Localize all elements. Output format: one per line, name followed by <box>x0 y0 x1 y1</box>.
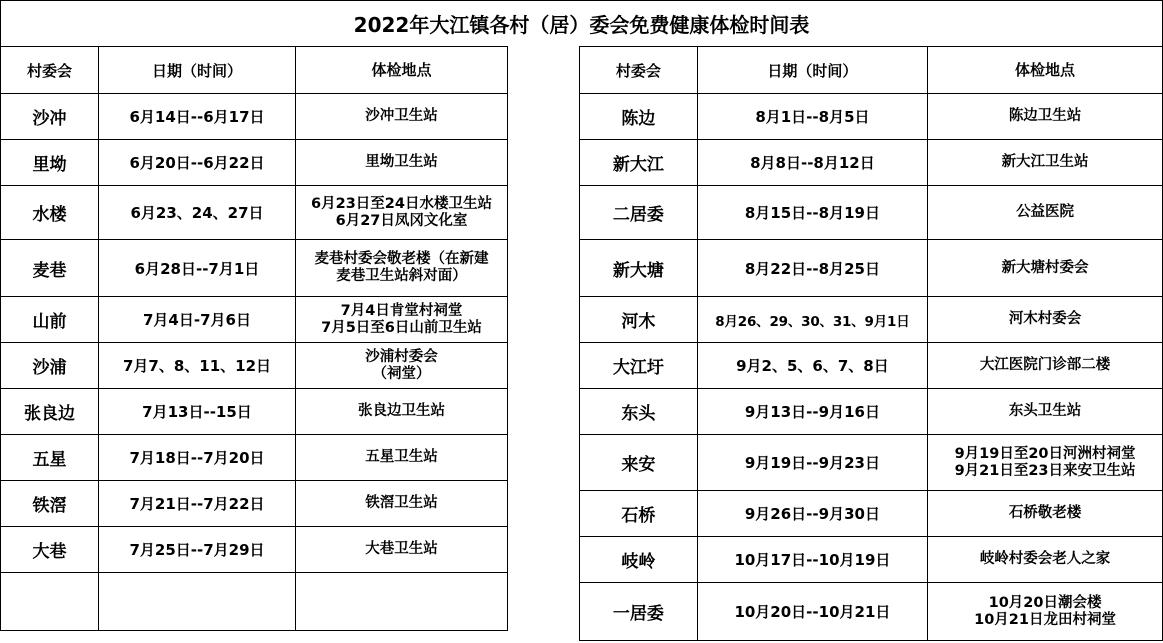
location-cell <box>928 389 1163 435</box>
date-cell: 8月26、29、30、31、9月1日 <box>697 297 927 343</box>
location-cell <box>928 491 1163 537</box>
left-schedule-table <box>0 46 508 631</box>
location-cell <box>928 240 1163 297</box>
location-cell <box>928 583 1163 641</box>
location-cell <box>296 343 508 389</box>
village-cell: 沙冲 <box>1 94 99 140</box>
table-row <box>1 240 508 297</box>
date-cell: 7月13日--15日 <box>99 389 296 435</box>
village-cell: 新大江 <box>580 140 698 186</box>
village-cell: 一居委 <box>580 583 698 641</box>
location-line: 大巷卫生站 <box>365 541 438 557</box>
village-cell: 沙浦 <box>1 343 99 389</box>
location-cell <box>296 186 508 240</box>
date-cell: 6月28日--7月1日 <box>99 240 296 297</box>
village-cell: 新大塘 <box>580 240 698 297</box>
right-header-row <box>580 47 1163 94</box>
location-line: 新大江卫生站 <box>1001 154 1089 170</box>
village-cell <box>1 573 99 631</box>
village-cell: 水楼 <box>1 186 99 240</box>
village-cell: 麦巷 <box>1 240 99 297</box>
location-line: 岐岭村委会老人之家 <box>979 551 1111 567</box>
location-cell <box>928 343 1163 389</box>
location-line: 张良边卫生站 <box>358 403 445 419</box>
village-cell: 五星 <box>1 435 99 481</box>
location-cell <box>928 94 1163 140</box>
village-cell: 陈边 <box>580 94 698 140</box>
location-cell <box>928 186 1163 240</box>
table-row <box>1 435 508 481</box>
table-row <box>1 94 508 140</box>
date-cell: 6月14日--6月17日 <box>99 94 296 140</box>
date-cell: 7月21日--7月22日 <box>99 481 296 527</box>
table-row <box>580 583 1163 641</box>
location-cell <box>296 94 508 140</box>
table-row <box>1 527 508 573</box>
date-cell: 8月1日--8月5日 <box>697 94 927 140</box>
date-cell: 8月8日--8月12日 <box>697 140 927 186</box>
location-line: 麦巷卫生站斜对面） <box>336 268 467 284</box>
location-line: 10月21日龙田村祠堂 <box>974 611 1116 628</box>
location-cell <box>296 435 508 481</box>
village-cell: 山前 <box>1 297 99 343</box>
right-schedule-table <box>579 46 1163 641</box>
table-row <box>580 186 1163 240</box>
date-cell: 6月23、24、27日 <box>99 186 296 240</box>
table-row <box>1 481 508 527</box>
date-cell: 9月13日--9月16日 <box>697 389 927 435</box>
header-date: 日期（时间） <box>99 47 296 94</box>
village-cell: 铁滘 <box>1 481 99 527</box>
location-cell <box>928 537 1163 583</box>
location-line: 7月5日至6日山前卫生站 <box>321 319 482 336</box>
location-cell <box>296 481 508 527</box>
date-cell: 6月20日--6月22日 <box>99 140 296 186</box>
table-row <box>1 186 508 240</box>
date-cell: 7月7、8、11、12日 <box>99 343 296 389</box>
left-header-row <box>1 47 508 94</box>
location-line: 铁滘卫生站 <box>365 495 438 511</box>
table-row <box>1 140 508 186</box>
location-line: 7月4日肯堂村祠堂 <box>340 302 463 319</box>
location-line: 大江医院门诊部二楼 <box>979 357 1111 373</box>
table-row <box>1 389 508 435</box>
village-cell: 河木 <box>580 297 698 343</box>
location-line: 新大塘村委会 <box>1001 259 1089 276</box>
header-location: 体检地点 <box>928 47 1163 94</box>
table-row <box>1 343 508 389</box>
table-row <box>580 389 1163 435</box>
table-row <box>1 297 508 343</box>
table-row <box>580 491 1163 537</box>
village-cell: 大巷 <box>1 527 99 573</box>
location-line: 石桥敬老楼 <box>1008 505 1082 521</box>
location-cell <box>928 297 1163 343</box>
location-cell <box>296 140 508 186</box>
village-cell: 里坳 <box>1 140 99 186</box>
location-line: 10月20日潮会楼 <box>988 594 1102 611</box>
village-cell: 二居委 <box>580 186 698 240</box>
location-line: 陈边卫生站 <box>1008 108 1082 124</box>
page-title: 2022年大江镇各村（居）委会免费健康体检时间表 <box>0 0 1163 46</box>
table-row <box>580 94 1163 140</box>
location-line: 麦巷村委会敬老楼（在新建 <box>314 251 489 267</box>
location-cell <box>296 527 508 573</box>
village-cell: 岐岭 <box>580 537 698 583</box>
location-line: 公益医院 <box>1016 204 1075 220</box>
location-line: 6月23日至24日水楼卫生站 <box>311 195 492 212</box>
header-location: 体检地点 <box>296 47 508 94</box>
location-line: 6月27日凤冈文化室 <box>335 212 468 229</box>
location-cell <box>928 140 1163 186</box>
village-cell: 张良边 <box>1 389 99 435</box>
location-cell <box>296 573 508 631</box>
date-cell: 9月26日--9月30日 <box>697 491 927 537</box>
date-cell: 9月2、5、6、7、8日 <box>697 343 927 389</box>
date-cell: 8月22日--8月25日 <box>697 240 927 297</box>
date-cell <box>99 573 296 631</box>
date-cell: 10月20日--10月21日 <box>697 583 927 641</box>
location-line: （祠堂） <box>372 365 431 382</box>
table-row <box>1 573 508 631</box>
date-cell: 9月19日--9月23日 <box>697 435 927 491</box>
location-line: 里坳卫生站 <box>365 154 438 170</box>
table-row <box>580 435 1163 491</box>
village-cell: 东头 <box>580 389 698 435</box>
header-date: 日期（时间） <box>697 47 927 94</box>
date-cell: 10月17日--10月19日 <box>697 537 927 583</box>
table-row <box>580 343 1163 389</box>
header-village: 村委会 <box>1 47 99 94</box>
date-cell: 7月25日--7月29日 <box>99 527 296 573</box>
table-row <box>580 140 1163 186</box>
location-line: 9月19日至20日河洲村祠堂 <box>954 445 1136 462</box>
location-line: 东头卫生站 <box>1008 403 1082 419</box>
location-line: 河木村委会 <box>1008 311 1082 327</box>
date-cell: 7月18日--7月20日 <box>99 435 296 481</box>
table-row <box>580 240 1163 297</box>
location-line: 沙冲卫生站 <box>365 108 438 124</box>
location-cell <box>296 389 508 435</box>
header-village: 村委会 <box>580 47 698 94</box>
village-cell: 大江圩 <box>580 343 698 389</box>
location-cell <box>296 240 508 297</box>
date-cell: 8月15日--8月19日 <box>697 186 927 240</box>
village-cell: 石桥 <box>580 491 698 537</box>
location-line: 9月21日至23日来安卫生站 <box>954 462 1136 479</box>
table-row <box>580 297 1163 343</box>
table-row <box>580 537 1163 583</box>
location-cell <box>928 435 1163 491</box>
date-cell: 7月4日-7月6日 <box>99 297 296 343</box>
location-line: 五星卫生站 <box>365 449 438 465</box>
village-cell: 来安 <box>580 435 698 491</box>
location-cell <box>296 297 508 343</box>
location-line: 沙浦村委会 <box>365 348 438 365</box>
